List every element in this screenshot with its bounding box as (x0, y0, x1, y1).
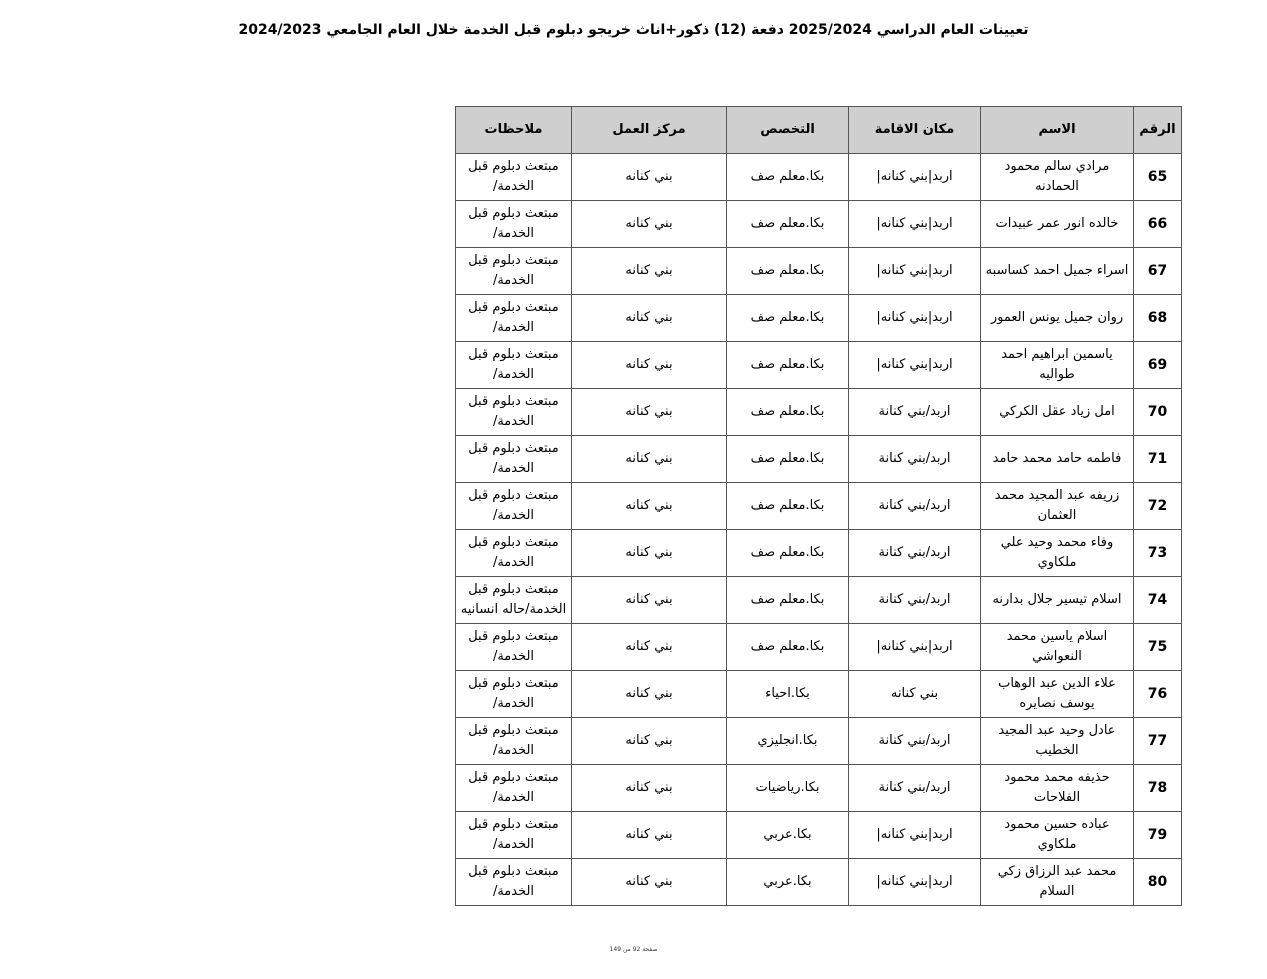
cell-specialization: بكا.معلم صف (727, 577, 849, 624)
cell-specialization: بكا.معلم صف (727, 154, 849, 201)
cell-notes: مبتعث دبلوم قبل الخدمة/ (456, 718, 572, 765)
cell-specialization: بكا.معلم صف (727, 295, 849, 342)
cell-residence: اربد|بني كنانه| (849, 859, 981, 906)
cell-notes: مبتعث دبلوم قبل الخدمة/ (456, 201, 572, 248)
header-notes: ملاحظات (456, 107, 572, 154)
cell-notes: مبتعث دبلوم قبل الخدمة/ (456, 248, 572, 295)
table-row (456, 154, 1182, 201)
cell-workplace: بني كنانه (572, 154, 727, 201)
table-row (456, 859, 1182, 906)
cell-residence: اربد|بني كنانه| (849, 624, 981, 671)
cell-specialization: بكا.معلم صف (727, 248, 849, 295)
cell-notes: مبتعث دبلوم قبل الخدمة/ (456, 154, 572, 201)
cell-specialization: بكا.معلم صف (727, 389, 849, 436)
table-row (456, 201, 1182, 248)
cell-number: 76 (1134, 671, 1182, 718)
cell-number: 66 (1134, 201, 1182, 248)
cell-notes: مبتعث دبلوم قبل الخدمة/ (456, 765, 572, 812)
page-footer: صفحة 92 من 149 (609, 946, 658, 953)
cell-specialization: بكا.معلم صف (727, 201, 849, 248)
cell-name: اسلام تيسير جلال بدارنه (981, 577, 1134, 624)
cell-name: زريفه عبد المجيد محمد العثمان (981, 483, 1134, 530)
cell-number: 70 (1134, 389, 1182, 436)
document-title: تعيينات العام الدراسي 2025/2024 دفعة (12) ذكور+اناث خريجو دبلوم قبل الخدمة خلال العام الجامعي 2024/2023 (238, 22, 1029, 38)
cell-name: عباده حسين محمود ملكاوي (981, 812, 1134, 859)
cell-name: حذيفه محمد محمود الفلاحات (981, 765, 1134, 812)
cell-notes: مبتعث دبلوم قبل الخدمة/ (456, 671, 572, 718)
header-workplace: مركز العمل (572, 107, 727, 154)
cell-workplace: بني كنانه (572, 530, 727, 577)
cell-workplace: بني كنانه (572, 483, 727, 530)
cell-workplace: بني كنانه (572, 859, 727, 906)
cell-number: 74 (1134, 577, 1182, 624)
cell-residence: اربد|بني كنانه| (849, 342, 981, 389)
cell-workplace: بني كنانه (572, 389, 727, 436)
table-row (456, 436, 1182, 483)
table-row (456, 624, 1182, 671)
cell-residence: اربد/بني كنانة (849, 389, 981, 436)
cell-workplace: بني كنانه (572, 295, 727, 342)
cell-workplace: بني كنانه (572, 718, 727, 765)
cell-workplace: بني كنانه (572, 248, 727, 295)
cell-name: روان جميل يونس العمور (981, 295, 1134, 342)
cell-workplace: بني كنانه (572, 671, 727, 718)
table-row (456, 812, 1182, 859)
cell-residence: اربد|بني كنانه| (849, 295, 981, 342)
cell-number: 80 (1134, 859, 1182, 906)
table-row (456, 295, 1182, 342)
table-row (456, 530, 1182, 577)
cell-workplace: بني كنانه (572, 765, 727, 812)
cell-notes: مبتعث دبلوم قبل الخدمة/ (456, 342, 572, 389)
cell-notes: مبتعث دبلوم قبل الخدمة/ (456, 859, 572, 906)
cell-residence: اربد/بني كنانة (849, 718, 981, 765)
cell-specialization: بكا.معلم صف (727, 342, 849, 389)
cell-notes: مبتعث دبلوم قبل الخدمة/ (456, 389, 572, 436)
cell-residence: اربد|بني كنانه| (849, 154, 981, 201)
cell-number: 69 (1134, 342, 1182, 389)
cell-notes: مبتعث دبلوم قبل الخدمة/حاله انسانيه (456, 577, 572, 624)
cell-residence: اربد/بني كنانة (849, 483, 981, 530)
cell-number: 72 (1134, 483, 1182, 530)
cell-name: اسراء جميل احمد كساسبه (981, 248, 1134, 295)
table-header-row (456, 107, 1182, 154)
table-row (456, 671, 1182, 718)
cell-number: 68 (1134, 295, 1182, 342)
appointments-table (455, 106, 1182, 906)
cell-name: مرادي سالم محمود الحمادنه (981, 154, 1134, 201)
cell-residence: اربد/بني كنانة (849, 765, 981, 812)
cell-workplace: بني كنانه (572, 201, 727, 248)
header-number: الرقم (1134, 107, 1182, 154)
cell-notes: مبتعث دبلوم قبل الخدمة/ (456, 436, 572, 483)
cell-number: 71 (1134, 436, 1182, 483)
cell-name: خالده انور عمر عبيدات (981, 201, 1134, 248)
cell-residence: اربد/بني كنانة (849, 530, 981, 577)
cell-specialization: بكا.احياء (727, 671, 849, 718)
cell-number: 79 (1134, 812, 1182, 859)
cell-residence: اربد|بني كنانه| (849, 248, 981, 295)
cell-specialization: بكا.عربي (727, 859, 849, 906)
cell-notes: مبتعث دبلوم قبل الخدمة/ (456, 624, 572, 671)
cell-workplace: بني كنانه (572, 436, 727, 483)
table-row (456, 248, 1182, 295)
table-body (456, 154, 1182, 906)
cell-specialization: بكا.معلم صف (727, 530, 849, 577)
cell-specialization: بكا.رياضيات (727, 765, 849, 812)
header-name: الاسم (981, 107, 1134, 154)
cell-workplace: بني كنانه (572, 342, 727, 389)
cell-number: 65 (1134, 154, 1182, 201)
cell-workplace: بني كنانه (572, 812, 727, 859)
table-row (456, 483, 1182, 530)
cell-residence: اربد/بني كنانة (849, 577, 981, 624)
cell-specialization: بكا.معلم صف (727, 624, 849, 671)
table-row (456, 577, 1182, 624)
cell-name: ياسمين ابراهيم احمد طواليه (981, 342, 1134, 389)
cell-name: عادل وحيد عبد المجيد الخطيب (981, 718, 1134, 765)
cell-name: وفاء محمد وحيد علي ملكاوي (981, 530, 1134, 577)
header-residence: مكان الاقامة (849, 107, 981, 154)
cell-notes: مبتعث دبلوم قبل الخدمة/ (456, 530, 572, 577)
cell-number: 78 (1134, 765, 1182, 812)
table-row (456, 718, 1182, 765)
cell-notes: مبتعث دبلوم قبل الخدمة/ (456, 483, 572, 530)
cell-specialization: بكا.معلم صف (727, 436, 849, 483)
cell-residence: اربد|بني كنانه| (849, 201, 981, 248)
cell-notes: مبتعث دبلوم قبل الخدمة/ (456, 812, 572, 859)
cell-residence: بني كنانه (849, 671, 981, 718)
cell-residence: اربد|بني كنانه| (849, 812, 981, 859)
header-specialization: التخصص (727, 107, 849, 154)
cell-notes: مبتعث دبلوم قبل الخدمة/ (456, 295, 572, 342)
cell-workplace: بني كنانه (572, 624, 727, 671)
cell-number: 77 (1134, 718, 1182, 765)
table-row (456, 765, 1182, 812)
cell-name: محمد عبد الرزاق زكي السلام (981, 859, 1134, 906)
cell-specialization: بكا.عربي (727, 812, 849, 859)
table-row (456, 342, 1182, 389)
cell-specialization: بكا.معلم صف (727, 483, 849, 530)
cell-residence: اربد/بني كنانة (849, 436, 981, 483)
cell-name: فاطمه حامد محمد حامد (981, 436, 1134, 483)
table-row (456, 389, 1182, 436)
cell-workplace: بني كنانه (572, 577, 727, 624)
cell-number: 67 (1134, 248, 1182, 295)
cell-name: علاء الدين عبد الوهاب يوسف نصايره (981, 671, 1134, 718)
cell-number: 73 (1134, 530, 1182, 577)
cell-number: 75 (1134, 624, 1182, 671)
cell-name: اسلام ياسين محمد النعواشي (981, 624, 1134, 671)
cell-name: امل زياد عقل الكركي (981, 389, 1134, 436)
cell-specialization: بكا.انجليزي (727, 718, 849, 765)
